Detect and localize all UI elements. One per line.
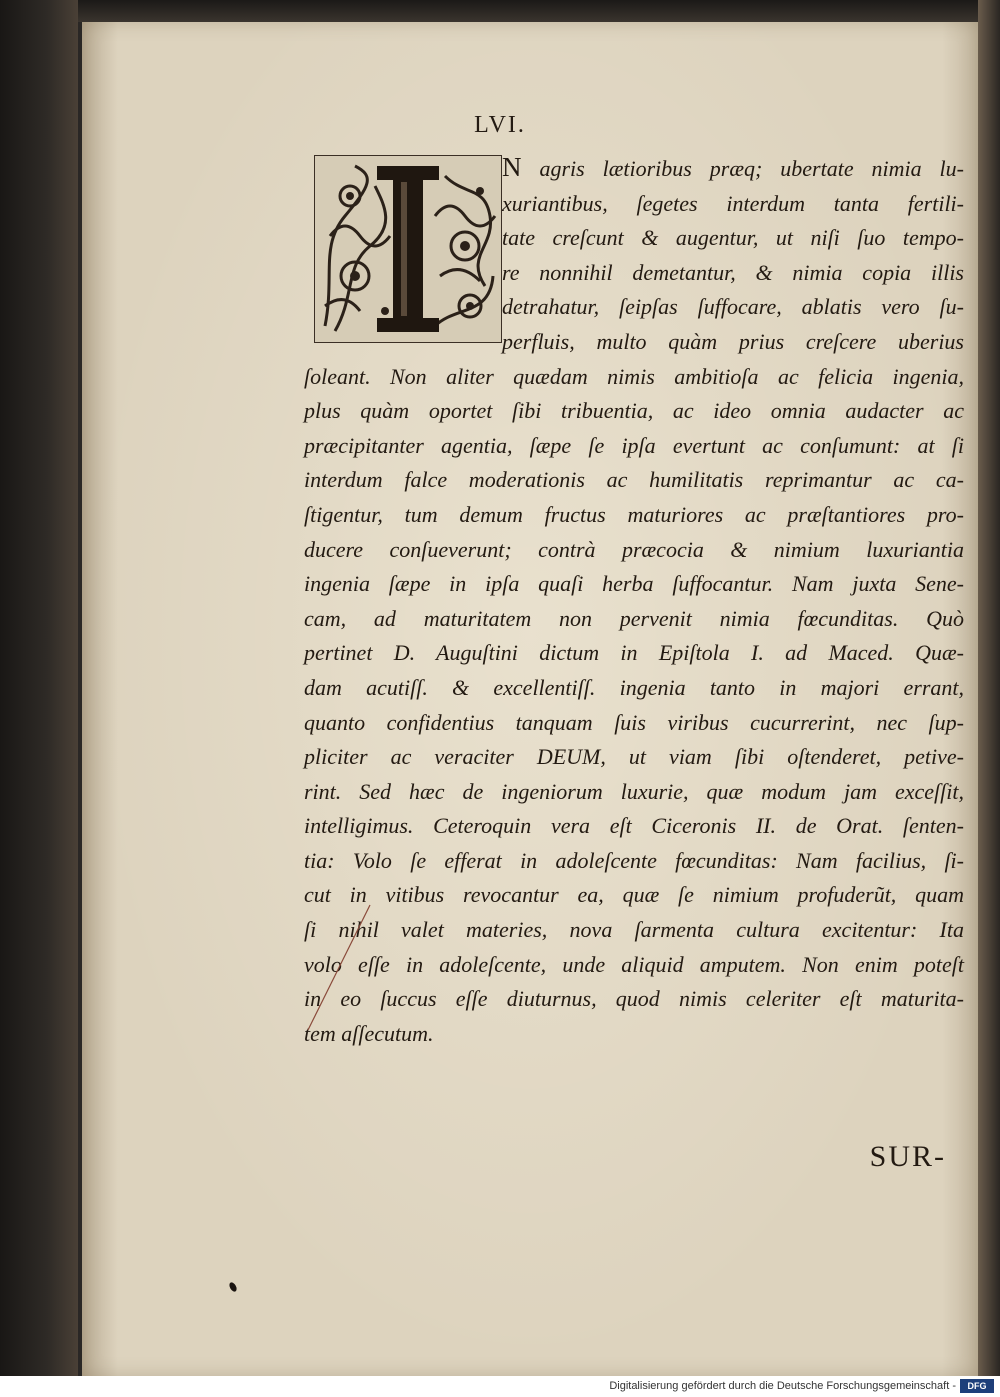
text-line: ſoleant. Non aliter quædam nimis ambitioſa ac felicia ingenia, [304, 363, 964, 389]
text-line: plus quàm oportet ſibi tribuentia, ac ideo omnia audacter ac [304, 398, 964, 424]
text-line: re nonnihil demetantur, & nimia copia illis [502, 259, 964, 285]
pencil-mark [300, 900, 380, 1040]
text-line: præcipitanter agentia, ſæpe ſe ipſa evertunt ac conſumunt: at ſi [304, 432, 964, 458]
text-line: quanto confidentius tanquam ſuis viribus cucurrerint, nec ſup- [304, 709, 964, 735]
text-line: cam, ad maturitatem non pervenit nimia fœcunditas. Quò [304, 605, 964, 631]
book-top-edge [78, 0, 1000, 22]
text-line: xuriantibus, ſegetes interdum tanta fertili- [502, 190, 964, 216]
text-line: interdum falce moderationis ac humilitatis reprimantur ac ca- [304, 467, 964, 493]
page-number: LVI. [474, 112, 526, 138]
text-line: rint. Sed hæc de ingeniorum luxurie, quæ modum jam exceſſit, [304, 778, 964, 804]
text-line: N agris lætioribus præq; ubertate nimia lu- [502, 152, 964, 182]
text-line: ducere conſueverunt; contrà præcocia & nimium luxuriantia [304, 536, 964, 562]
text-line: dam acutiſſ. & excellentiſſ. ingenia tanto in majori errant, [304, 674, 964, 700]
text-line: volo eſſe in adoleſcente, unde aliquid amputem. Non enim poteſt [304, 951, 964, 977]
text-line: pertinet D. Auguſtini dictum in Epiſtola I. ad Maced. Quæ- [304, 640, 964, 666]
text-line: ſtigentur, tum demum fructus maturiores ac præſtantiores pro- [304, 501, 964, 527]
text-line: ſi nihil valet materies, nova ſarmenta cultura excitentur: Ita [304, 917, 964, 943]
first-word-rest: N [502, 152, 522, 182]
text-line: cut in vitibus revocantur ea, quæ ſe nimium profuderũt, quam [304, 882, 964, 908]
text-line: in eo ſuccus eſſe diuturnus, quod nimis celeriter eſt maturita- [304, 986, 964, 1012]
digitization-credit[interactable]: Digitalisierung gefördert durch die Deutsche Forschungsgemeinschaft - [609, 1380, 956, 1392]
text-line: detrahatur, ſeipſas ſuffocare, ablatis vero ſu- [502, 294, 964, 320]
text-line: intelligimus. Ceteroquin vera eſt Ciceronis II. de Orat. ſenten- [304, 813, 964, 839]
dfg-logo[interactable]: DFG [960, 1379, 994, 1393]
book-right-edge [978, 0, 1000, 1376]
text-line: ingenia ſæpe in ipſa quaſi herba ſuffocantur. Nam juxta Sene- [304, 571, 964, 597]
initial-spacer [304, 150, 502, 345]
body-text [304, 150, 964, 1051]
book-left-edge [0, 0, 78, 1376]
text-line: perfluis, multo quàm prius creſcere uberius [502, 328, 964, 354]
text-line: tate creſcunt & augentur, ut niſi ſuo tempo- [502, 225, 964, 251]
text-line: tia: Volo ſe efferat in adoleſcente fœcunditas: Nam facilius, ſi- [304, 847, 964, 873]
catchword: SUR- [869, 1140, 946, 1173]
text-line: pliciter ac veraciter DEUM, ut viam ſibi oſtenderet, petive- [304, 744, 964, 770]
text-line-last: tem aſſecutum. [304, 1020, 434, 1046]
